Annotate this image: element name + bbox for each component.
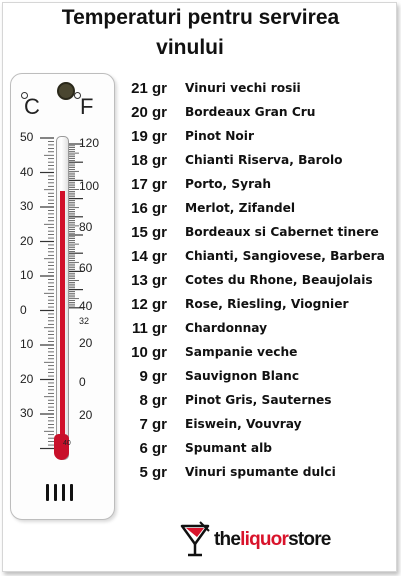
wine-name: Pinot Gris, Sauternes [185,393,332,407]
serving-temperature: 17 gr [131,176,167,193]
wine-name: Eiswein, Vouvray [185,417,302,431]
wine-name: Spumant alb [185,441,272,455]
fahrenheit-label: 20 [79,408,93,422]
celsius-unit: C [24,94,40,119]
fahrenheit-label: 60 [79,261,93,275]
celsius-label: 30 [20,199,34,213]
celsius-label: 50 [20,130,34,144]
serving-temperature: 9 gr [139,368,167,385]
wine-name: Chianti Riserva, Barolo [185,153,343,167]
wine-name: Sauvignon Blanc [185,369,300,383]
serving-temperature: 8 gr [139,392,167,409]
serving-temperature: 5 gr [139,464,167,481]
serving-temperature: 14 gr [131,248,167,265]
wine-name: Bordeaux Gran Cru [185,105,316,119]
wine-name: Rose, Riesling, Viognier [185,297,349,311]
wine-name: Bordeaux si Cabernet tinere [185,225,379,239]
logo-accent: liquor [240,529,289,550]
title-line-1: Temperaturi pentru servirea [61,6,340,29]
wine-name: Porto, Syrah [185,177,272,191]
wine-name: Merlot, Zifandel [185,201,296,215]
fahrenheit-unit: F [80,94,94,119]
fahrenheit-label: 100 [79,179,100,193]
thermometer-bulb [54,434,69,460]
store-logo [178,520,383,560]
serving-temperature: 19 gr [131,128,167,145]
wine-glass-icon [178,520,214,560]
vent-slot-icon [70,484,73,501]
fahrenheit-label: 80 [79,220,93,234]
fahrenheit-label: 40 [63,440,71,447]
mercury-column [60,191,65,459]
wine-name: Pinot Noir [185,129,254,143]
fahrenheit-label: 40 [79,299,93,313]
wine-name: Vinuri spumante dulci [185,465,336,479]
serving-temperature: 12 gr [131,296,167,313]
wine-name: Cotes du Rhone, Beaujolais [185,273,373,287]
serving-temperature: 6 gr [139,440,167,457]
wine-name: Chianti, Sangiovese, Barbera [185,249,385,263]
fahrenheit-label: 32 [79,316,90,326]
wine-name: Chardonnay [185,321,268,335]
logo-prefix: the [214,529,241,550]
logo-suffix: store [288,529,331,550]
fahrenheit-label: 0 [79,375,86,389]
serving-temperature: 11 gr [131,320,167,337]
logo-text [214,529,331,551]
celsius-label: 20 [20,233,34,248]
wine-name: Vinuri vechi rosii [185,81,301,95]
serving-temperature: 10 gr [131,344,167,361]
vent-slot-icon [46,484,49,501]
celsius-label: 0 [20,302,27,317]
serving-temperature: 18 gr [131,152,167,169]
celsius-label: 30 [20,406,34,420]
wine-name: Sampanie veche [185,345,298,359]
vent-slot-icon [54,484,57,501]
serving-temperature: 13 gr [131,272,167,289]
thermometer-tube [56,136,69,460]
serving-temperature: 21 gr [131,80,167,97]
serving-temperature: 20 gr [131,104,167,121]
celsius-label: 20 [20,371,34,386]
celsius-label: 10 [20,337,34,351]
serving-temperature: 16 gr [131,200,167,217]
vent-slot-icon [62,484,65,501]
celsius-label: 40 [20,164,34,179]
serving-temperature: 15 gr [131,224,167,241]
celsius-label: 10 [20,268,34,282]
serving-temperature: 7 gr [139,416,167,433]
fahrenheit-label: 120 [79,136,100,150]
thermometer [10,73,115,520]
fahrenheit-label: 20 [79,336,93,350]
title-line-2: vinului [156,36,224,59]
